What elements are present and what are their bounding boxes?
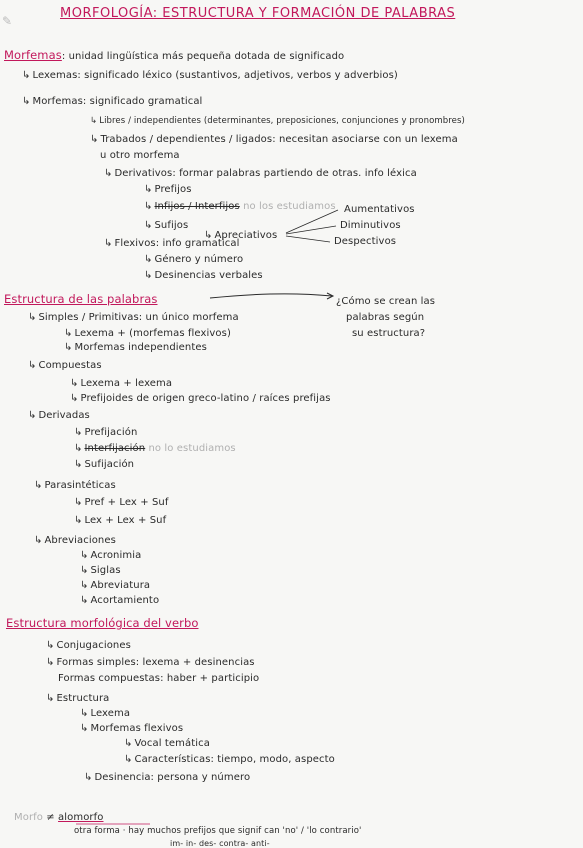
lexema-verbo-line: ↳ Lexema [80, 708, 131, 719]
arrow-icon: ↳ [80, 565, 89, 576]
arrow-icon: ↳ [124, 754, 133, 765]
arrow-icon: ↳ [144, 270, 153, 281]
morfemas-heading: Morfemas [4, 48, 62, 62]
estructura-heading: Estructura de las palabras [4, 292, 158, 306]
arrow-icon: ↳ [90, 134, 99, 145]
arrow-icon: ↳ [22, 96, 31, 107]
arrow-icon: ↳ [64, 328, 73, 339]
caracteristicas-line: ↳ Características: tiempo, modo, aspecto [124, 754, 335, 765]
bracket-despectivos [286, 236, 330, 242]
page-title: MORFOLOGÍA: ESTRUCTURA Y FORMACIÓN DE PALABRAS [60, 6, 456, 21]
arrow-icon: ↳ [70, 393, 79, 404]
arrow-icon: ↳ [28, 410, 37, 421]
arrow-icon: ↳ [74, 497, 83, 508]
question-line-2: palabras según [346, 312, 425, 323]
footer-note-line: otra forma · hay muchos prefijos que signif can 'no' / 'lo contrario' [74, 826, 362, 836]
arrow-icon: ↳ [34, 535, 43, 546]
arrow-icon: ↳ [74, 459, 83, 470]
derivativos-line: ↳ Derivativos: formar palabras partiendo de otras. info léxica [104, 168, 417, 179]
formas-compuestas-line: Formas compuestas: haber + participio [58, 673, 260, 684]
arrow-icon: ↳ [104, 168, 113, 179]
arrow-icon: ↳ [144, 254, 153, 265]
morfemas-definition: Morfemas: unidad lingüística más pequeña dotada de significado [4, 48, 345, 62]
arrow-icon: ↳ [80, 550, 89, 561]
parasinteticas-sub-b: ↳ Lex + Lex + Suf [74, 515, 167, 526]
arrow-icon: ↳ [104, 238, 113, 249]
verbo-heading: Estructura morfológica del verbo [6, 616, 199, 630]
question-line-1: ¿Cómo se crean las [336, 296, 436, 307]
lexemas-line: ↳ Lexemas: significado léxico (sustantivos, adjetivos, verbos y adverbios) [22, 70, 398, 81]
arrow-icon: ↳ [80, 708, 89, 719]
compuestas-sub-b: ↳ Prefijoides de origen greco-latino / raíces prefijas [70, 393, 331, 404]
vocal-tematica-line: ↳ Vocal temática [124, 738, 210, 749]
abreviaciones-sub-a: ↳ Acronimia [80, 550, 142, 561]
parasinteticas-line: ↳ Parasintéticas [34, 480, 116, 491]
otro-morfema-line: u otro morfema [100, 150, 180, 161]
conjugaciones-line: ↳ Conjugaciones [46, 640, 131, 651]
arrow-icon: ↳ [46, 657, 55, 668]
simples-sub-a: ↳ Lexema + (morfemas flexivos) [64, 328, 231, 339]
derivadas-line: ↳ Derivadas [28, 410, 90, 421]
abreviaciones-sub-c: ↳ Abreviatura [80, 580, 151, 591]
arrow-icon: ↳ [74, 427, 83, 438]
compuestas-sub-a: ↳ Lexema + lexema [70, 378, 173, 389]
arrow-icon: ↳ [28, 360, 37, 371]
desinencias-line: ↳ Desinencias verbales [144, 270, 263, 281]
abreviaciones-sub-d: ↳ Acortamiento [80, 595, 160, 606]
arrow-icon: ↳ [46, 640, 55, 651]
arrow-icon: ↳ [80, 580, 89, 591]
desinencia-line: ↳ Desinencia: persona y número [84, 772, 251, 783]
compuestas-line: ↳ Compuestas [28, 360, 102, 371]
arrow-icon: ↳ [144, 220, 153, 231]
pencil-mark-icon: ✎ [2, 14, 13, 28]
arrow-icon: ↳ [84, 772, 93, 783]
genero-line: ↳ Género y número [144, 254, 244, 265]
abreviaciones-sub-b: ↳ Siglas [80, 565, 121, 576]
infijos-line: ↳ Infijos / Interfijos no los estudiamos [144, 201, 336, 212]
aumentativos-line: Aumentativos [344, 204, 415, 215]
estructura-verbo-line: ↳ Estructura [46, 693, 110, 704]
arrow-icon: ↳ [74, 515, 83, 526]
libres-line: ↳ Libres / independientes (determinantes, preposiciones, conjunciones y pronombres) [90, 116, 465, 126]
morfo-alomorfo-line: Morfo ≠ alomorfo [14, 812, 104, 823]
arrow-icon: ↳ [22, 70, 31, 81]
arrow-icon: ↳ [204, 230, 213, 241]
arrow-icon: ↳ [90, 116, 98, 126]
arrow-icon: ↳ [64, 342, 73, 353]
arrow-icon: ↳ [124, 738, 133, 749]
derivadas-sub-b: ↳ Interfijación no lo estudiamos [74, 443, 236, 454]
trabados-line: ↳ Trabados / dependientes / ligados: necesitan asociarse con un lexema [90, 134, 458, 145]
derivadas-sub-a: ↳ Prefijación [74, 427, 138, 438]
footer-prefixes-line: im- in- des- contra- anti- [170, 839, 270, 848]
abreviaciones-line: ↳ Abreviaciones [34, 535, 116, 546]
morfemas-flexivos-line: ↳ Morfemas flexivos [80, 723, 184, 734]
diminutivos-line: Diminutivos [340, 220, 401, 231]
derivadas-sub-c: ↳ Sufijación [74, 459, 135, 470]
arrow-icon: ↳ [46, 693, 55, 704]
arrow-icon: ↳ [28, 312, 37, 323]
arrow-icon: ↳ [80, 595, 89, 606]
morfemas-line: ↳ Morfemas: significado gramatical [22, 96, 203, 107]
question-line-3: su estructura? [352, 328, 426, 339]
arrow-icon: ↳ [144, 184, 153, 195]
arrow-icon: ↳ [70, 378, 79, 389]
simples-line: ↳ Simples / Primitivas: un único morfema [28, 312, 239, 323]
arrow-icon: ↳ [34, 480, 43, 491]
question-arrow-line [210, 294, 332, 298]
prefijos-line: ↳ Prefijos [144, 184, 192, 195]
parasinteticas-sub-a: ↳ Pref + Lex + Suf [74, 497, 169, 508]
formas-simples-line: ↳ Formas simples: lexema + desinencias [46, 657, 255, 668]
simples-sub-b: ↳ Morfemas independientes [64, 342, 207, 353]
arrow-icon: ↳ [144, 201, 153, 212]
arrow-icon: ↳ [74, 443, 83, 454]
flexivos-line: ↳ Flexivos: info gramatical [104, 238, 240, 249]
apreciativos-line: ↳ Apreciativos [204, 230, 278, 241]
arrow-icon: ↳ [80, 723, 89, 734]
sufijos-line: ↳ Sufijos [144, 220, 189, 231]
despectivos-line: Despectivos [334, 236, 397, 247]
